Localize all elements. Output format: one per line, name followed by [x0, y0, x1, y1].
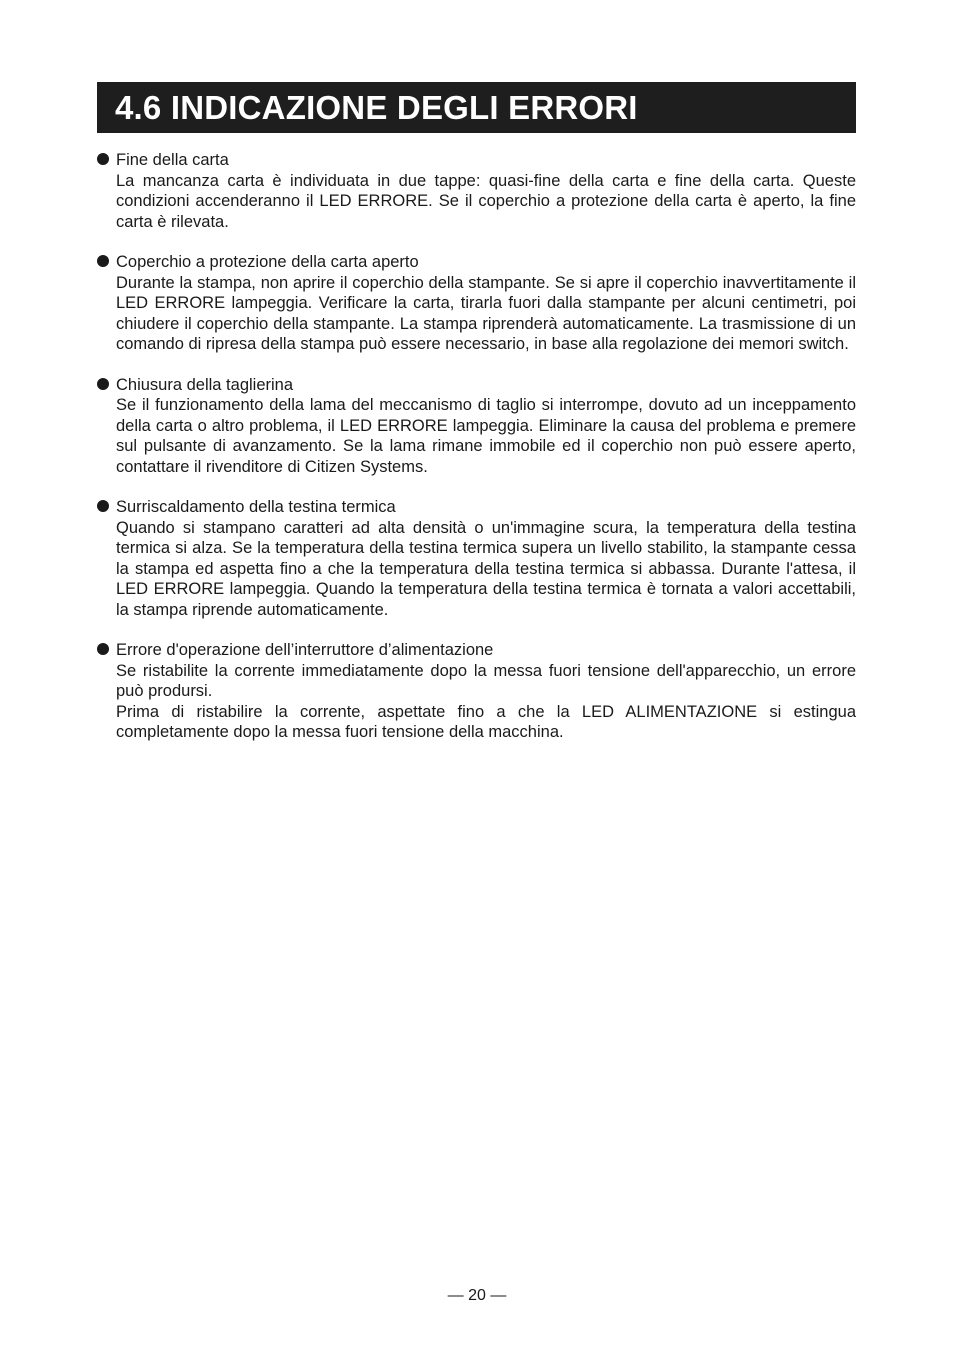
- section-paragraph: Quando si stampano caratteri ad alta densità o un'immagine scura, la temperatura della testina termica si alza. Se la temperatura della testina termica supera un livello stabilito, la stampante cessa la stampa ed aspetta fino a che la temperatura della testina termica si abbassa. Durante l'attesa, il LED ERRORE lampeggia. Quando la temperatura della testina termica è tornata a valori accettabili, la stampa riprende automaticamente.: [116, 518, 856, 619]
- section-heading: Coperchio a protezione della carta aperto: [116, 253, 419, 271]
- section-title-bar: [97, 82, 856, 133]
- page-number: — 20 —: [447, 1287, 507, 1304]
- bullet-icon: [97, 153, 109, 165]
- section-paragraph: Prima di ristabilire la corrente, aspettate fino a che la LED ALIMENTAZIONE si estingua completamente dopo la messa fuori tensione della macchina.: [116, 702, 856, 741]
- document-body: [97, 150, 856, 763]
- section-cover-open: [97, 252, 856, 355]
- bullet-icon: [97, 500, 109, 512]
- section-paragraph: Se il funzionamento della lama del meccanismo di taglio si interrompe, dovuto ad un inceppamento della carta o altro problema, il LED ERRORE lampeggia. Eliminare la causa del problema e premere sul pulsante di avanzamento. Se la lama rimane immobile ed il coperchio non può essere aperto, contattare il rivenditore di Citizen Systems.: [116, 396, 856, 476]
- section-paragraph: Se ristabilite la corrente immediatamente dopo la messa fuori tensione dell'apparecchio, un errore può prodursi.: [116, 661, 856, 700]
- section-cutter-lock: [97, 375, 856, 478]
- section-paper-end: [97, 150, 856, 232]
- section-heading: Chiusura della taglierina: [116, 375, 294, 394]
- page-title: 4.6 INDICAZIONE DEGLI ERRORI: [115, 88, 638, 126]
- bullet-icon: [97, 255, 109, 267]
- section-heading: Errore d'operazione dell’interruttore d’alimentazione: [116, 641, 494, 659]
- bullet-icon: [97, 378, 109, 390]
- section-heading: Surriscaldamento della testina termica: [116, 498, 396, 516]
- bullet-icon: [97, 643, 109, 655]
- section-head-overheat: [97, 497, 856, 620]
- section-heading: Fine della carta: [116, 151, 229, 169]
- section-paragraph: La mancanza carta è individuata in due tappe: quasi-fine della carta e fine della carta. Queste condizioni accenderanno il LED ERRORE. Se il coperchio a protezione della carta è aperto, la fine carta è rilevata.: [116, 171, 856, 231]
- section-power-switch-error: [97, 640, 856, 743]
- section-paragraph: Durante la stampa, non aprire il coperchio della stampante. Se si apre il coperchio inavvertitamente il LED ERRORE lampeggia. Verificare la carta, tirarla fuori dalla stampante per alcuni centimetri, poi chiudere il coperchio della stampante. La stampa riprenderà automaticamente. La trasmissione di un comando di ripresa della stampa può essere necessario, in base alla regolazione dei memori switch.: [116, 273, 856, 353]
